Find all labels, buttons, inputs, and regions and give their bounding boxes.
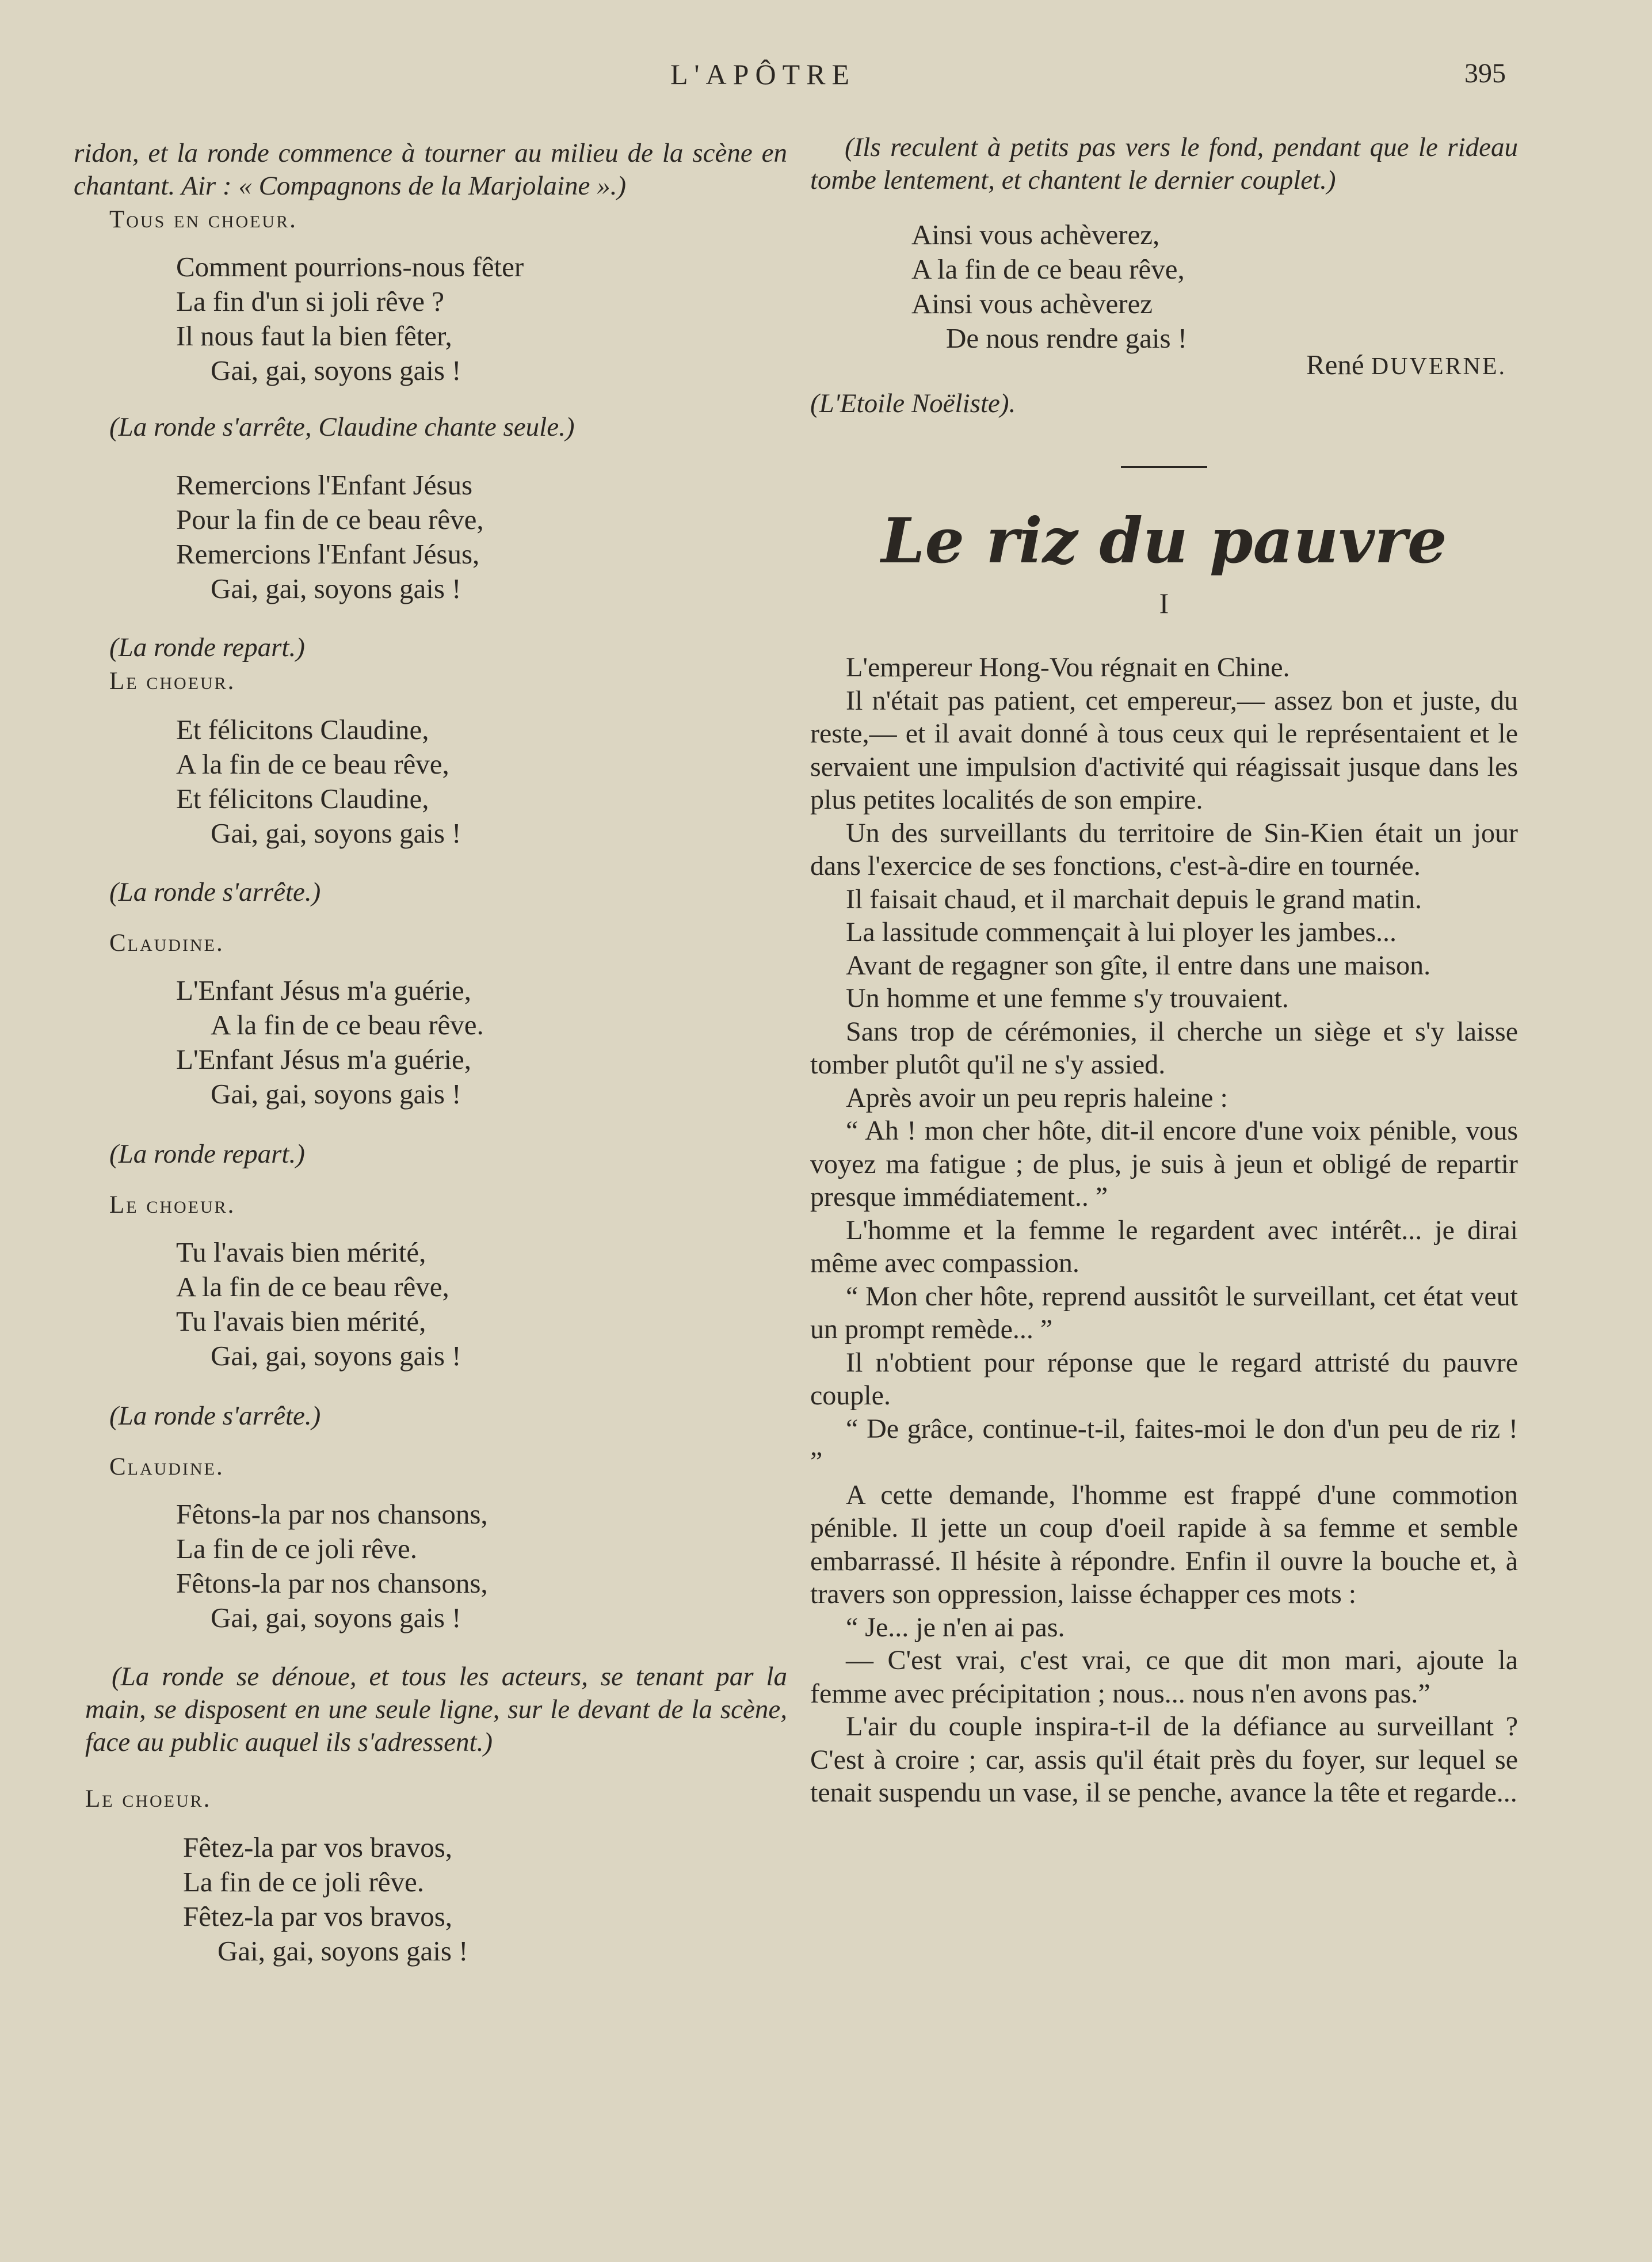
verse-line: A la fin de ce beau rêve. bbox=[211, 1009, 484, 1041]
article-body bbox=[810, 651, 1518, 1810]
verse-line: Et félicitons Claudine, bbox=[176, 783, 429, 814]
verse-line: A la fin de ce beau rêve, bbox=[911, 253, 1185, 285]
verse-line: Pour la fin de ce beau rêve, bbox=[176, 504, 484, 535]
verse-line: L'Enfant Jésus m'a guérie, bbox=[176, 1044, 471, 1075]
verse-line: La fin d'un si joli rêve ? bbox=[176, 285, 445, 317]
stage-direction: (La ronde s'arrête.) bbox=[109, 877, 321, 907]
section-divider bbox=[1121, 466, 1207, 468]
paragraph: La lassitude commençait à lui ployer les jambes... bbox=[846, 917, 1397, 947]
author-first-name: René bbox=[1306, 349, 1364, 380]
running-title: L'APÔTRE bbox=[670, 58, 856, 90]
verse bbox=[176, 468, 787, 606]
verse-line: Ainsi vous achèverez, bbox=[911, 219, 1160, 250]
stage-direction: (La ronde s'arrête.) bbox=[109, 1401, 321, 1431]
source-citation: (L'Etoile Noëliste). bbox=[810, 389, 1016, 418]
speaker-name: Claudine. bbox=[109, 1453, 224, 1480]
verse-line: L'Enfant Jésus m'a guérie, bbox=[176, 974, 471, 1006]
paragraph: A cette demande, l'homme est frappé d'une commotion pénible. Il jette un coup d'oeil rapide à sa femme et semble embarrassé. Il hésite à répondre. Enfin il ouvre la bouche et, à travers son oppression, laisse échapper ces mots : bbox=[810, 1479, 1518, 1609]
paragraph: L'air du couple inspira-t-il de la défiance au surveillant ? C'est à croire ; car, assis qu'il était près du foyer, sur lequel se tenait suspendu un vase, il se penche, avance la tête et regarde... bbox=[810, 1711, 1518, 1808]
paragraph: “ Ah ! mon cher hôte, dit-il encore d'une voix pénible, vous voyez ma fatigue ; de plus, je suis à jeun et obligé de repartir presque immédiatement.. ” bbox=[810, 1115, 1518, 1212]
page-number: 395 bbox=[1464, 58, 1506, 89]
paragraph: “ Je... je n'en ai pas. bbox=[846, 1612, 1065, 1643]
paragraph: Sans trop de cérémonies, il cherche un siège et s'y laisse tomber plutôt qu'il ne s'y assied. bbox=[810, 1016, 1518, 1080]
speaker-name: Le choeur. bbox=[85, 1785, 212, 1812]
verse-line: Tu l'avais bien mérité, bbox=[176, 1236, 426, 1268]
paragraph: Un homme et une femme s'y trouvaient. bbox=[846, 983, 1289, 1014]
verse bbox=[176, 1235, 787, 1373]
section-number: I bbox=[1159, 587, 1169, 619]
stage-direction: ridon, et la ronde commence à tourner au milieu de la scène en chantant. Air : « Compagnons de la Marjolaine ».) bbox=[74, 138, 787, 201]
verse-line: Et félicitons Claudine, bbox=[176, 714, 429, 745]
paragraph: “ De grâce, continue-t-il, faites-moi le don d'un peu de riz ! ” bbox=[810, 1413, 1518, 1477]
paragraph: Après avoir un peu repris haleine : bbox=[846, 1082, 1228, 1113]
verse-line: A la fin de ce beau rêve, bbox=[176, 1271, 449, 1303]
stage-direction: (La ronde s'arrête, Claudine chante seule.) bbox=[109, 412, 575, 442]
verse-line: Fêtons-la par nos chansons, bbox=[176, 1498, 488, 1530]
verse-line: Remercions l'Enfant Jésus bbox=[176, 469, 473, 501]
verse-line: Il nous faut la bien fêter, bbox=[176, 320, 452, 352]
verse-line: Fêtons-la par nos chansons, bbox=[176, 1567, 488, 1599]
verse-line: Gai, gai, soyons gais ! bbox=[211, 573, 461, 604]
verse bbox=[176, 713, 787, 851]
stage-direction: (La ronde repart.) bbox=[109, 1139, 305, 1169]
verse-line: Gai, gai, soyons gais ! bbox=[211, 1078, 461, 1110]
stage-direction: (La ronde repart.) bbox=[109, 633, 305, 662]
article-title: Le riz du pauvre bbox=[881, 505, 1447, 577]
verse bbox=[911, 218, 1518, 356]
verse-line: Fêtez-la par vos bravos, bbox=[183, 1901, 453, 1932]
verse-line: Gai, gai, soyons gais ! bbox=[218, 1935, 468, 1967]
verse-line: Gai, gai, soyons gais ! bbox=[211, 1340, 461, 1372]
speaker-name: Claudine. bbox=[109, 930, 224, 957]
left-column bbox=[74, 137, 787, 1968]
verse-line: De nous rendre gais ! bbox=[946, 322, 1188, 354]
stage-direction: (La ronde se dénoue, et tous les acteurs, se tenant par la main, se disposent en une seule ligne, sur le devant de la scène, face au public auquel ils s'adressent.) bbox=[85, 1662, 787, 1757]
speaker-name: Tous en choeur. bbox=[109, 206, 297, 233]
verse-line: La fin de ce joli rêve. bbox=[183, 1866, 425, 1898]
verse-line: Gai, gai, soyons gais ! bbox=[211, 1602, 461, 1633]
verse bbox=[183, 1830, 787, 1968]
paragraph: Il n'était pas patient, cet empereur,— assez bon et juste, du reste,— et il avait donné à tous ceux qui le représentaient et le servaient une impulsion d'activité qui réagissait jusque dans les plus petites localités de son empire. bbox=[810, 685, 1518, 815]
verse-line: La fin de ce joli rêve. bbox=[176, 1533, 418, 1564]
paragraph: — C'est vrai, c'est vrai, ce que dit mon mari, ajoute la femme avec précipitation ; nous... nous n'en avons pas.” bbox=[810, 1645, 1518, 1709]
verse-line: Remercions l'Enfant Jésus, bbox=[176, 538, 480, 570]
paragraph: Il n'obtient pour réponse que le regard attristé du pauvre couple. bbox=[810, 1347, 1518, 1411]
verse-line: Gai, gai, soyons gais ! bbox=[211, 355, 461, 386]
speaker-name: Le choeur. bbox=[109, 1191, 236, 1218]
verse bbox=[176, 250, 787, 388]
verse-line: Gai, gai, soyons gais ! bbox=[211, 817, 461, 849]
verse-line: Tu l'avais bien mérité, bbox=[176, 1305, 426, 1337]
verse bbox=[176, 1497, 787, 1635]
paragraph: Un des surveillants du territoire de Sin-Kien était un jour dans l'exercice de ses fonctions, c'est-à-dire en tournée. bbox=[810, 817, 1518, 881]
verse-line: Comment pourrions-nous fêter bbox=[176, 251, 524, 283]
stage-direction: (Ils reculent à petits pas vers le fond, pendant que le rideau tombe lentement, et chantent le dernier couplet.) bbox=[810, 132, 1518, 195]
paragraph: Avant de regagner son gîte, il entre dans une maison. bbox=[846, 950, 1431, 981]
author-last-name: DUVERNE. bbox=[1371, 353, 1506, 380]
paragraph: L'empereur Hong-Vou régnait en Chine. bbox=[846, 652, 1290, 683]
verse-line: A la fin de ce beau rêve, bbox=[176, 748, 449, 780]
right-column bbox=[810, 131, 1518, 1810]
paragraph: Il faisait chaud, et il marchait depuis le grand matin. bbox=[846, 884, 1422, 915]
verse-line: Fêtez-la par vos bravos, bbox=[183, 1831, 453, 1863]
paragraph: L'homme et la femme le regardent avec intérêt... je dirai même avec compassion. bbox=[810, 1214, 1518, 1278]
verse-line: Ainsi vous achèverez bbox=[911, 288, 1153, 319]
speaker-name: Le choeur. bbox=[109, 668, 236, 695]
paragraph: “ Mon cher hôte, reprend aussitôt le surveillant, cet état veut un prompt remède... ” bbox=[810, 1281, 1518, 1345]
verse bbox=[176, 973, 787, 1111]
